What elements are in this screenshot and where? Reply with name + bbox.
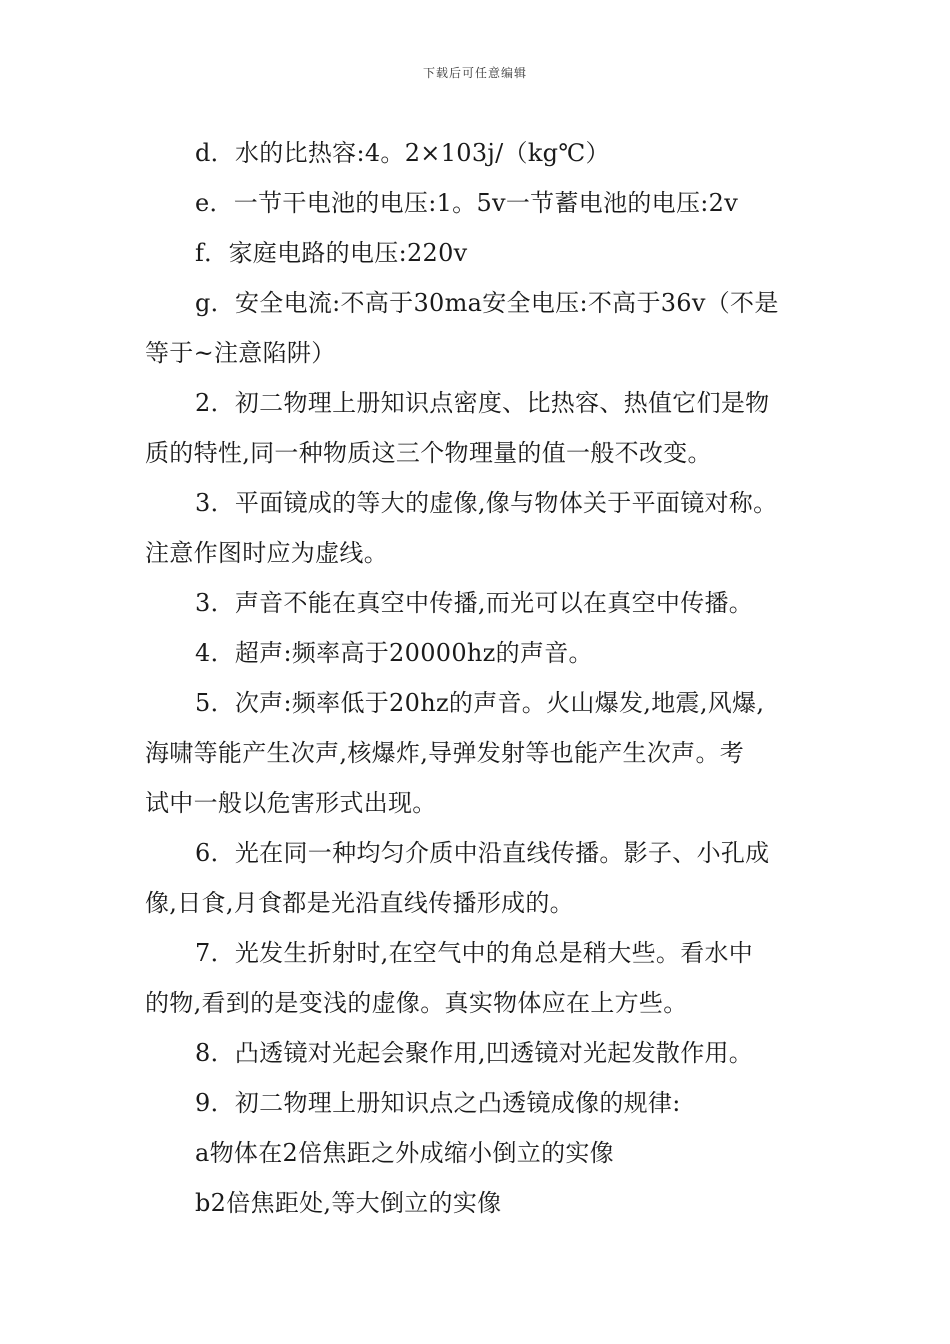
text-line: a物体在2倍焦距之外成缩小倒立的实像 — [195, 1139, 614, 1167]
text-line: e．一节干电池的电压:1。5v一节蓄电池的电压:2v — [195, 189, 739, 217]
text-line: 6．光在同一种均匀介质中沿直线传播。影子、小孔成 — [195, 839, 770, 867]
text-line: 的物,看到的是变浅的虚像。真实物体应在上方些。 — [145, 989, 688, 1017]
text-line: 5．次声:频率低于20hz的声音。火山爆发,地震,风爆, — [195, 689, 765, 717]
text-line: 2．初二物理上册知识点密度、比热容、热值它们是物 — [195, 389, 770, 417]
text-line: b2倍焦距处,等大倒立的实像 — [195, 1189, 502, 1217]
page-header-note: 下载后可任意编辑 — [422, 66, 527, 80]
text-line: f．家庭电路的电压:220v — [195, 239, 468, 267]
text-line: 海啸等能产生次声,核爆炸,导弹发射等也能产生次声。考 — [145, 739, 745, 767]
text-line: 等于~注意陷阱） — [145, 339, 336, 367]
text-line: 3．平面镜成的等大的虚像,像与物体关于平面镜对称。 — [195, 489, 778, 517]
text-line: 8．凸透镜对光起会聚作用,凹透镜对光起发散作用。 — [195, 1039, 754, 1067]
document-body — [145, 128, 815, 1228]
text-line: 质的特性,同一种物质这三个物理量的值一般不改变。 — [145, 439, 712, 467]
text-line: 像,日食,月食都是光沿直线传播形成的。 — [145, 889, 574, 917]
text-line: g．安全电流:不高于30ma安全电压:不高于36v（不是 — [195, 289, 779, 317]
text-line: 7．光发生折射时,在空气中的角总是稍大些。看水中 — [195, 939, 754, 967]
text-line: 试中一般以危害形式出现。 — [145, 789, 437, 817]
text-line: 9．初二物理上册知识点之凸透镜成像的规律: — [195, 1089, 681, 1117]
text-line: 3．声音不能在真空中传播,而光可以在真空中传播。 — [195, 589, 754, 617]
text-line: 注意作图时应为虚线。 — [145, 539, 388, 567]
text-line: d．水的比热容:4。2×103j/（kg℃） — [195, 139, 610, 167]
text-line: 4．超声:频率高于20000hz的声音。 — [195, 639, 593, 667]
